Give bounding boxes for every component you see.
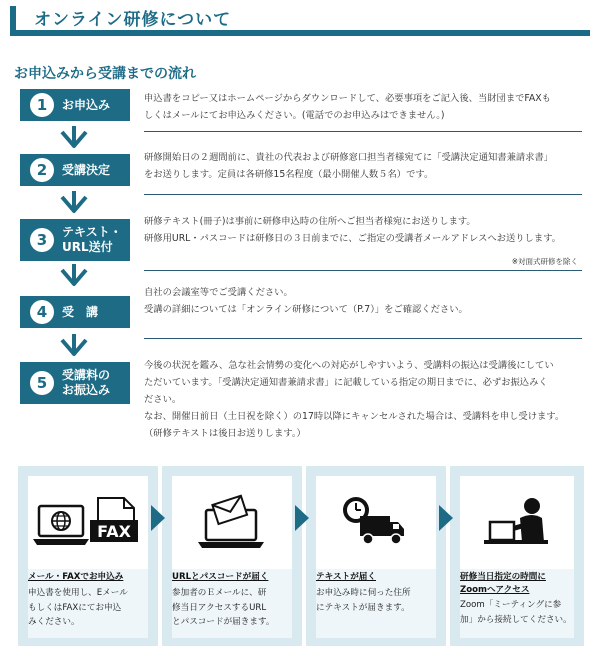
step-label: お申込み xyxy=(62,97,111,112)
box-desc-1: 申込書を使用し、Eメール もしくはFAXにてお申込 みください。 xyxy=(28,588,128,627)
step-line: 研修テキスト(冊子)は事前に研修申込時の住所へご担当者様宛にお送りします。 xyxy=(144,216,476,227)
laptop-globe-icon xyxy=(33,502,89,548)
step-text-5 xyxy=(144,357,584,442)
step-line: 自社の会議室等でご受講ください。 xyxy=(144,287,293,298)
step-text-3 xyxy=(144,213,584,247)
step-label: テキスト・ URL送付 xyxy=(62,225,122,254)
fax-label: FAX xyxy=(97,522,131,541)
down-arrow-icon xyxy=(59,264,89,288)
box-title-3: テキストが届く xyxy=(316,572,376,582)
step-text-4 xyxy=(144,284,584,318)
step-line: ださい。 xyxy=(144,394,182,405)
page-header xyxy=(10,6,590,36)
laptop-envelope-icon xyxy=(196,494,266,552)
chevron-right-icon xyxy=(439,505,453,531)
step-number: 4 xyxy=(30,300,54,324)
step-badge-2 xyxy=(20,154,130,186)
step-text-2 xyxy=(144,149,584,183)
step-line: しくはメールにてお申込みください。(電話でのお申込みはできません。) xyxy=(144,110,445,121)
step-line: 今後の状況を鑑み、急な社会情勢の変化への対応がしやすいよう、受講料の振込は受講後にしてい xyxy=(144,360,554,371)
step-line: なお、開催日前日（土日祝を除く）の17時以降にキャンセルされた場合は、受講料を申し受けます。 xyxy=(144,411,565,422)
step-text-1 xyxy=(144,90,584,124)
person-at-laptop-icon xyxy=(482,496,552,552)
page-title: オンライン研修について xyxy=(34,10,232,30)
step-line: 申込書をコピー又はホームページからダウンロードして、必要事項をご記入後、当財団までFAXも xyxy=(144,93,551,104)
delivery-truck-icon xyxy=(338,494,408,550)
step-line: （研修テキストは後日お送りします。） xyxy=(144,428,306,439)
step-badge-5 xyxy=(20,362,130,404)
divider xyxy=(144,338,582,339)
box-desc-4: Zoom「ミーティングに参 加」から接続してください。 xyxy=(460,600,572,625)
down-arrow-icon xyxy=(59,334,89,358)
step-number: 5 xyxy=(30,371,54,395)
step-badge-1 xyxy=(20,89,130,121)
chevron-right-icon xyxy=(151,505,165,531)
box-title-1: メール・FAXでお申込み xyxy=(28,572,124,582)
fax-document-icon xyxy=(88,496,140,544)
step-badge-3 xyxy=(20,219,130,261)
down-arrow-icon xyxy=(59,126,89,150)
section-title: お申込みから受講までの流れ xyxy=(14,66,196,82)
step-line: ただいています。「受講決定通知書兼請求書」に記載している指定の期日までに、必ずお振込みく xyxy=(144,377,548,388)
divider xyxy=(144,194,582,195)
step-number: 1 xyxy=(30,93,54,117)
step-line: 受講の詳細については「オンライン研修について（P.7）」をご確認ください。 xyxy=(144,304,468,315)
step-label: 受 講 xyxy=(62,304,99,319)
chevron-right-icon xyxy=(295,505,309,531)
box-title-4: 研修当日指定の時間に Zoomへアクセス xyxy=(460,572,546,595)
divider xyxy=(144,270,582,271)
step-badge-4 xyxy=(20,296,130,328)
flow-box-3 xyxy=(306,466,446,646)
step-label: 受講料の お振込み xyxy=(62,368,111,397)
step-number: 3 xyxy=(30,228,54,252)
box-desc-2: 参加者のＥメールに、研 修当日アクセスするURL とパスコードが届きます。 xyxy=(172,588,275,627)
footnote: ※対面式研修を除く xyxy=(511,257,578,266)
step-label: 受講決定 xyxy=(62,162,111,177)
step-line: をお送りします。定員は各研修15名程度（最小開催人数５名）です。 xyxy=(144,169,434,180)
step-number: 2 xyxy=(30,158,54,182)
divider xyxy=(144,131,582,132)
down-arrow-icon xyxy=(59,191,89,215)
box-desc-3: お申込み時に伺った住所 にテキストが届きます。 xyxy=(316,588,411,613)
box-title-2: URLとパスコードが届く xyxy=(172,572,269,582)
step-line: 研修開始日の２週間前に、貴社の代表および研修窓口担当者様宛てに「受講決定通知書兼請求書」 xyxy=(144,152,554,163)
step-line: 研修用URL・パスコードは研修日の３日前までに、ご指定の受講者メールアドレスへお送りします。 xyxy=(144,233,562,244)
